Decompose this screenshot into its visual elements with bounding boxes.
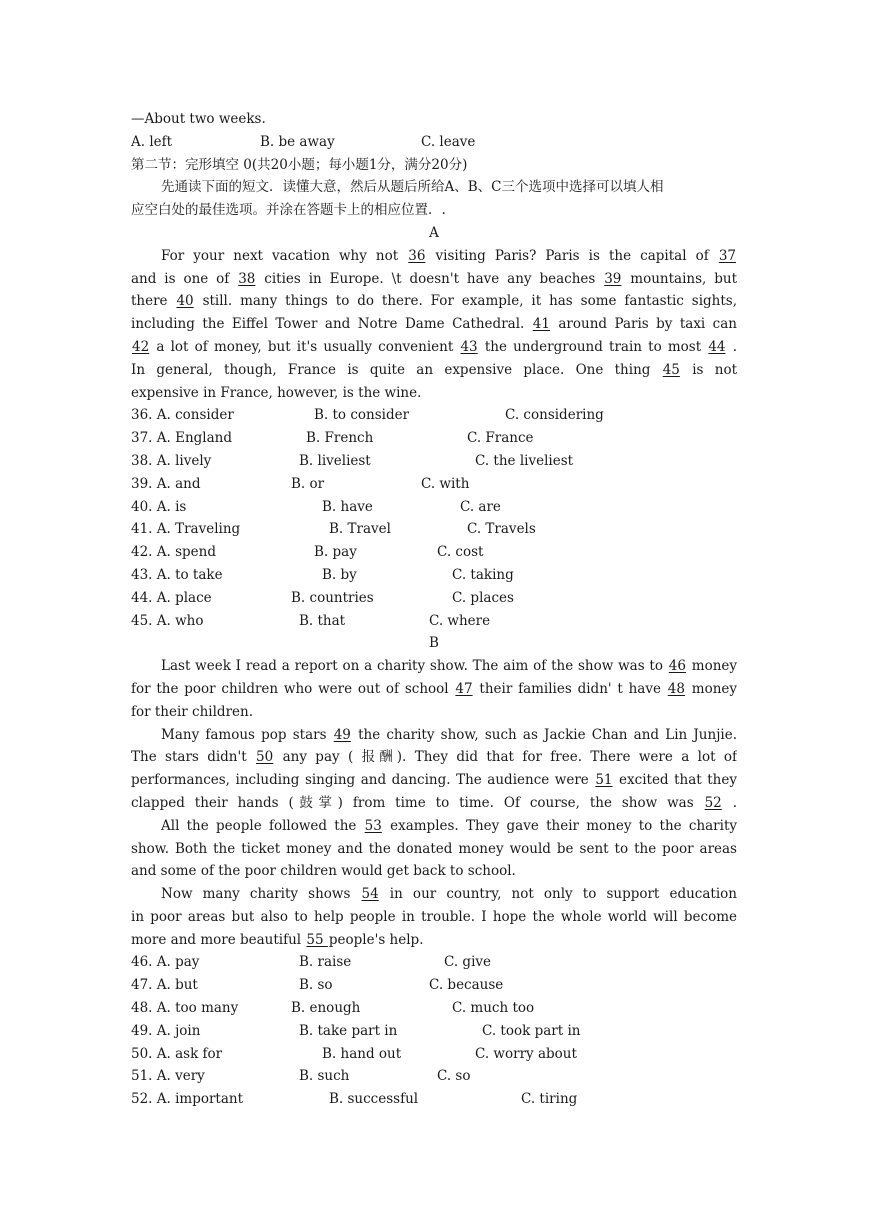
option-b: B. liveliest <box>299 452 371 469</box>
question-row <box>131 564 737 587</box>
passage-text: . <box>722 794 737 811</box>
question-row <box>131 450 737 473</box>
question-number-option-a: 49. A. join <box>131 1022 201 1039</box>
blank-number: 49 <box>333 726 351 743</box>
passage-line <box>131 313 737 336</box>
passage-line <box>131 906 737 929</box>
option-b: B. successful <box>329 1091 419 1108</box>
passage-line <box>131 746 737 769</box>
section-title: 第二节：完形填空 0(共20小题；每小题1分，满分20分) <box>131 156 468 173</box>
passage-line <box>131 883 737 906</box>
passage-line <box>131 724 737 747</box>
passage-line <box>131 929 737 952</box>
question-number-option-a: 46. A. pay <box>131 954 200 971</box>
passage-text: in poor areas but also to help people in trouble. I hope the whole world will become <box>131 908 737 925</box>
passage-text: the underground train to most <box>478 338 708 355</box>
passage-text: money <box>685 680 737 697</box>
passage-text: for the poor children who were out of school <box>131 680 455 697</box>
option-c: C. leave <box>421 133 476 150</box>
passage-text: around Paris by taxi can <box>550 316 737 333</box>
passage-text: expensive in France, however, is the wine. <box>131 384 422 401</box>
passage-text: In general, though, France is quite an expensive place. One thing <box>131 361 662 378</box>
question-row <box>131 1065 737 1088</box>
option-b: B. such <box>299 1068 350 1085</box>
blank-number: 52 <box>704 794 722 811</box>
option-c: C. places <box>452 589 514 606</box>
option-c: C. took part in <box>482 1022 581 1039</box>
option-c: C. where <box>429 612 491 629</box>
passage-a <box>131 245 737 405</box>
question-row <box>131 997 737 1020</box>
passage-text: Now many charity shows <box>161 886 361 903</box>
passage-line <box>131 815 737 838</box>
passage-text: . <box>726 338 737 355</box>
instruction-line-2: 应空白处的最佳选项。并涂在答题卡上的相应位置．. <box>131 202 446 219</box>
question-number-option-a: 50. A. ask for <box>131 1045 223 1062</box>
option-b: B. countries <box>291 589 374 606</box>
option-b: B. be away <box>260 133 335 150</box>
option-c: C. tiring <box>521 1091 578 1108</box>
option-b: B. Travel <box>329 521 391 538</box>
blank-number: 50 <box>256 749 274 766</box>
blank-number: 44 <box>708 338 726 355</box>
questions-a <box>131 404 737 632</box>
blank-number: 38 <box>238 270 256 287</box>
blank-number: 47 <box>455 680 473 697</box>
question-number-option-a: 37. A. England <box>131 430 232 447</box>
question-number-option-a: 43. A. to take <box>131 566 223 583</box>
passage-line <box>131 701 737 724</box>
blank-number: 41 <box>532 316 550 333</box>
question-number-option-a: 47. A. but <box>131 977 198 994</box>
question-number-option-a: 40. A. is <box>131 498 187 515</box>
option-c: C. taking <box>452 566 514 583</box>
option-c: C. so <box>437 1068 471 1085</box>
passage-text: examples. They gave their money to the charity <box>382 817 737 834</box>
passage-text: more and more beautiful <box>131 931 306 948</box>
passage-text: and some of the poor children would get back to school. <box>131 863 516 880</box>
question-number-option-a: 45. A. who <box>131 612 204 629</box>
passage-text: still. many things to do there. For example, it has some fantastic sights, <box>194 293 737 310</box>
passage-line <box>131 769 737 792</box>
passage-text: money <box>686 658 737 675</box>
intro-options <box>131 131 737 154</box>
option-b: B. that <box>299 612 346 629</box>
questions-b <box>131 951 737 1111</box>
blank-number: 51 <box>595 772 613 789</box>
option-c: C. with <box>421 475 470 492</box>
question-row <box>131 1020 737 1043</box>
option-b: B. raise <box>299 954 352 971</box>
question-row <box>131 1043 737 1066</box>
blank-number: 54 <box>361 886 379 903</box>
passage-text: the charity show, such as Jackie Chan and Lin Junjie. <box>351 726 737 743</box>
blank-number: 55 <box>306 931 328 948</box>
option-b: B. to consider <box>314 407 410 424</box>
blank-number: 37 <box>718 247 736 264</box>
passage-text: for their children. <box>131 703 254 720</box>
option-c: C. give <box>444 954 492 971</box>
passage-text: there <box>131 293 176 310</box>
question-row <box>131 1088 737 1111</box>
passage-line <box>131 245 737 268</box>
passage-text: any pay ( 报酬). They did that for free. There were a lot of <box>274 749 737 766</box>
question-number-option-a: 52. A. important <box>131 1091 244 1108</box>
passage-text: is not <box>680 361 737 378</box>
blank-number: 46 <box>668 658 686 675</box>
passage-line <box>131 838 737 861</box>
question-number-option-a: 42. A. spend <box>131 544 216 561</box>
question-number-option-a: 36. A. consider <box>131 407 234 424</box>
blank-number: 42 <box>132 338 150 355</box>
passage-line <box>131 655 737 678</box>
question-row <box>131 427 737 450</box>
question-number-option-a: 38. A. lively <box>131 452 212 469</box>
passage-text: excited that they <box>613 772 737 789</box>
passage-text: visiting Paris? Paris is the capital of <box>426 247 718 264</box>
passage-text: Last week I read a report on a charity show. The aim of the show was to <box>161 658 668 675</box>
passage-text: including the Eiffel Tower and Notre Dame Cathedral. <box>131 316 532 333</box>
question-row <box>131 541 737 564</box>
blank-number: 53 <box>364 817 382 834</box>
passage-line <box>131 290 737 313</box>
passage-text: and is one of <box>131 270 238 287</box>
passage-line <box>131 268 737 291</box>
passage-text: All the people followed the <box>161 817 364 834</box>
passage-text: cities in Europe. \t doesn't have any beaches <box>256 270 604 287</box>
passage-text: performances, including singing and dancing. The audience were <box>131 772 595 789</box>
blank-number: 45 <box>662 361 680 378</box>
question-number-option-a: 44. A. place <box>131 589 212 606</box>
passage-text: people's help. <box>328 931 424 948</box>
blank-number: 36 <box>408 247 426 264</box>
option-b: B. French <box>306 430 374 447</box>
option-c: C. France <box>467 430 534 447</box>
option-b: B. pay <box>314 544 357 561</box>
passage-line <box>131 678 737 701</box>
question-number-option-a: 51. A. very <box>131 1068 205 1085</box>
page-content <box>131 108 737 1111</box>
option-b: B. enough <box>291 1000 361 1017</box>
passage-line <box>131 860 737 883</box>
passage-text: show. Both the ticket money and the donated money would be sent to the poor areas <box>131 840 737 857</box>
option-b: B. hand out <box>322 1045 402 1062</box>
option-c: C. worry about <box>475 1045 577 1062</box>
option-b: B. take part in <box>299 1022 398 1039</box>
passage-text: a lot of money, but it's usually convenient <box>150 338 460 355</box>
passage-text: mountains, but <box>622 270 737 287</box>
blank-number: 48 <box>667 680 685 697</box>
passage-text: their families didn' t have <box>473 680 667 697</box>
passage-line <box>131 792 737 815</box>
option-c: C. the liveliest <box>475 452 574 469</box>
option-c: C. are <box>460 498 501 515</box>
question-number-option-a: 41. A. Traveling <box>131 521 241 538</box>
option-a: A. left <box>131 133 173 150</box>
question-number-option-a: 48. A. too many <box>131 1000 239 1017</box>
option-b: B. so <box>299 977 333 994</box>
question-row <box>131 518 737 541</box>
option-b: B. by <box>322 566 357 583</box>
blank-number: 40 <box>176 293 194 310</box>
option-b: B. or <box>291 475 325 492</box>
passage-text: clapped their hands (鼓掌) from time to time. Of course, the show was <box>131 794 704 811</box>
option-c: C. Travels <box>467 521 536 538</box>
passage-text: The stars didn't <box>131 749 256 766</box>
passage-b-label: B <box>429 635 439 652</box>
question-row <box>131 610 737 633</box>
option-c: C. considering <box>505 407 604 424</box>
option-b: B. have <box>322 498 373 515</box>
question-row <box>131 404 737 427</box>
question-row <box>131 974 737 997</box>
passage-text: For your next vacation why not <box>161 247 408 264</box>
question-row <box>131 587 737 610</box>
option-c: C. because <box>429 977 504 994</box>
passage-a-label: A <box>429 224 439 241</box>
passage-text: in our country, not only to support education <box>379 886 737 903</box>
passage-line <box>131 382 737 405</box>
question-number-option-a: 39. A. and <box>131 475 201 492</box>
question-row <box>131 951 737 974</box>
passage-b <box>131 655 737 951</box>
blank-number: 43 <box>460 338 478 355</box>
dialog-line: —About two weeks. <box>131 111 266 127</box>
blank-number: 39 <box>604 270 622 287</box>
instruction-line-1: 先通读下面的短文．读懂大意，然后从题后所给A、B、C三个选项中选择可以填人相 <box>161 179 664 196</box>
passage-line <box>131 336 737 359</box>
option-c: C. cost <box>437 544 484 561</box>
passage-line <box>131 359 737 382</box>
question-row <box>131 473 737 496</box>
question-row <box>131 496 737 519</box>
passage-text: Many famous pop stars <box>161 726 333 743</box>
option-c: C. much too <box>452 1000 535 1017</box>
